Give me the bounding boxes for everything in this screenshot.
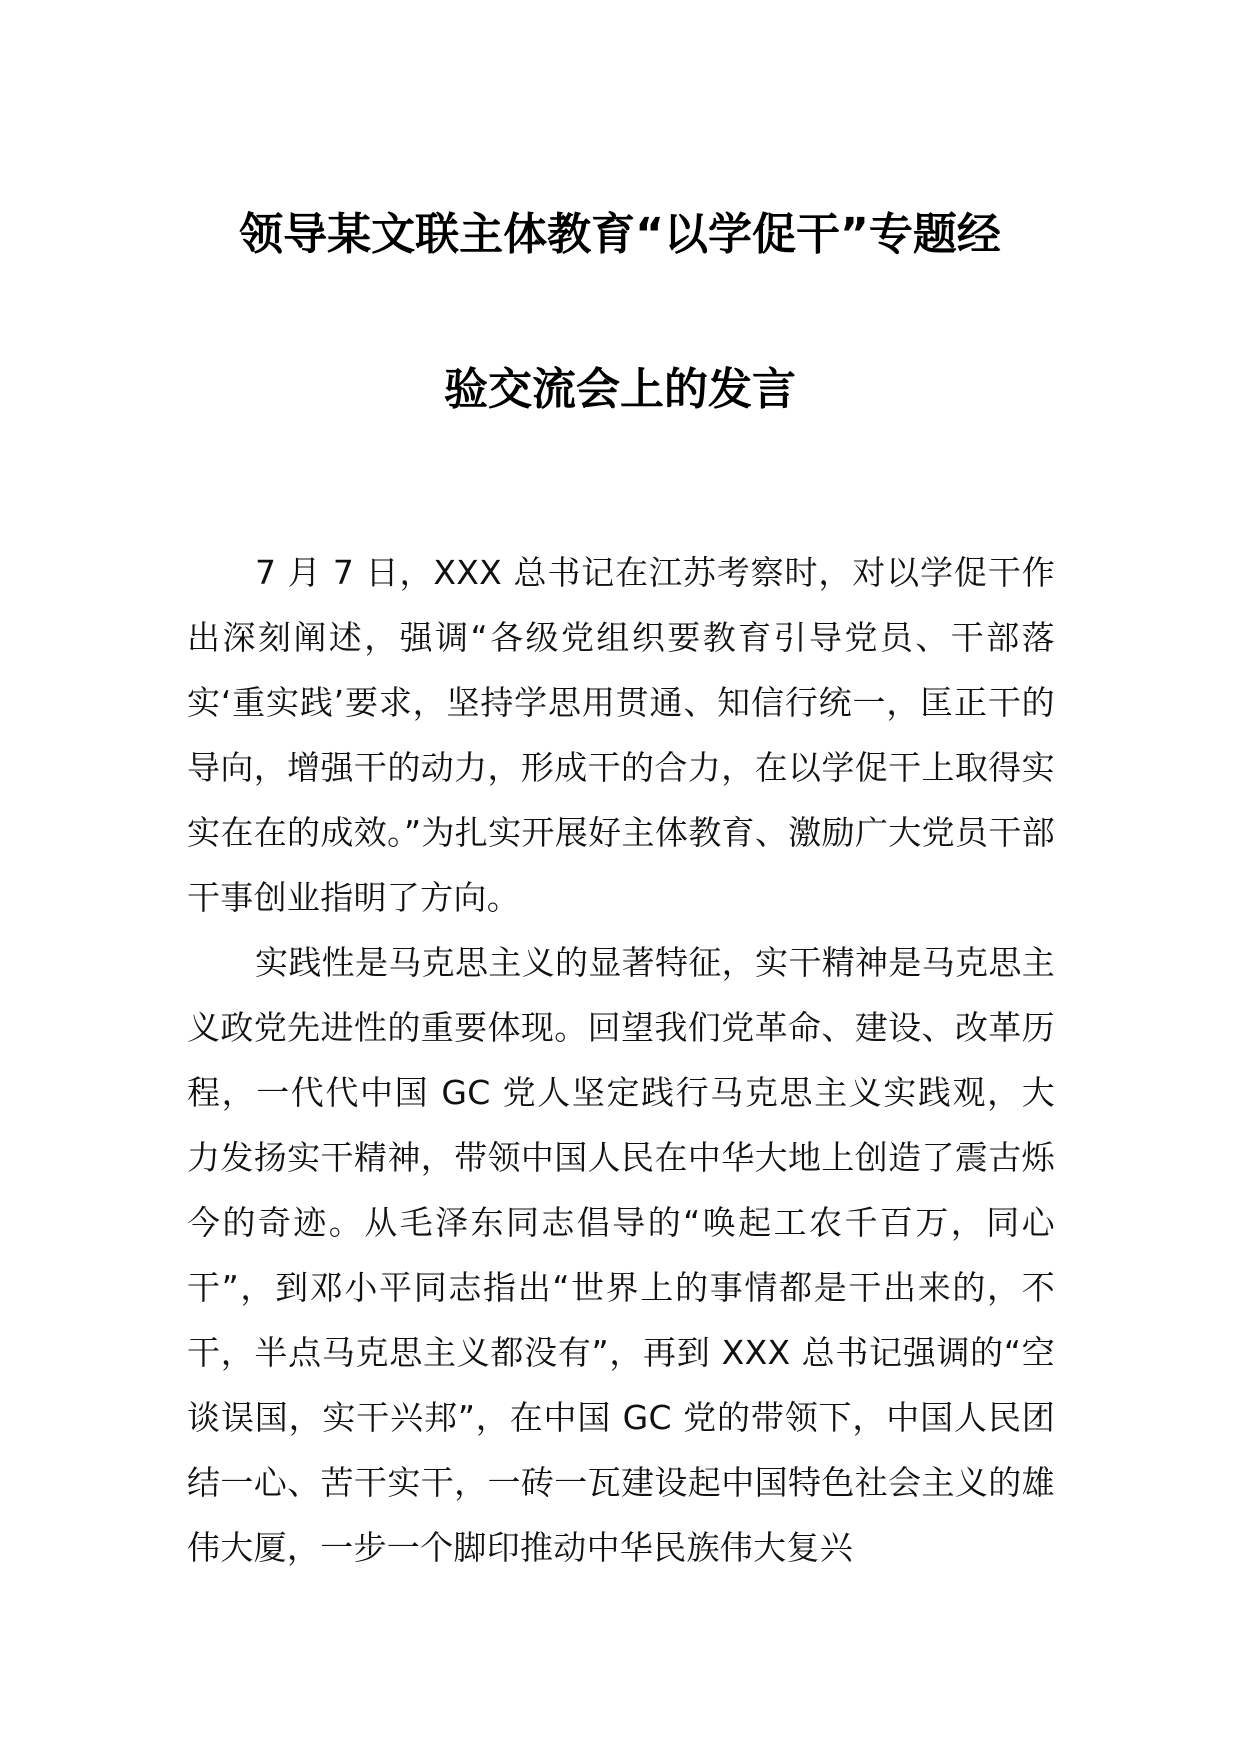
body-paragraph-2: 实践性是马克思主义的显著特征，实干精神是马克思主义政党先进性的重要体现。回望我们党革命、建设、改革历程，一代代中国 GC 党人坚定践行马克思主义实践观，大力发扬实干精神，带领中国人民在中华大地上创造了震古烁今的奇迹。从毛泽东同志倡导的“唤起工农千百万，同心干”，到邓小平同志指出“世界上的事情都是干出来的，不干，半点马克思主义都没有”，再到 XXX 总书记强调的“空谈误国，实干兴邦”，在中国 GC 党的带领下，中国人民团结一心、苦干实干，一砖一瓦建设起中国特色社会主义的雄伟大厦，一步一个脚印推动中华民族伟大复兴 xyxy=(187,943,1055,1567)
document-title-line-2: 验交流会上的发言 xyxy=(444,364,796,415)
document-body xyxy=(187,540,1055,1580)
body-paragraph-1: 7 月 7 日，XXX 总书记在江苏考察时，对以学促干作出深刻阐述，强调“各级党组织要教育引导党员、干部落实‘重实践’要求，坚持学思用贯通、知信行统一，匡正干的导向，增强干的动力，形成干的合力，在以学促干上取得实实在在的成效。”为扎实开展好主体教育、激励广大党员干部干事创业指明了方向。 xyxy=(187,553,1055,917)
document-title-line-1: 领导某文联主体教育“以学促干”专题经 xyxy=(239,209,1001,260)
